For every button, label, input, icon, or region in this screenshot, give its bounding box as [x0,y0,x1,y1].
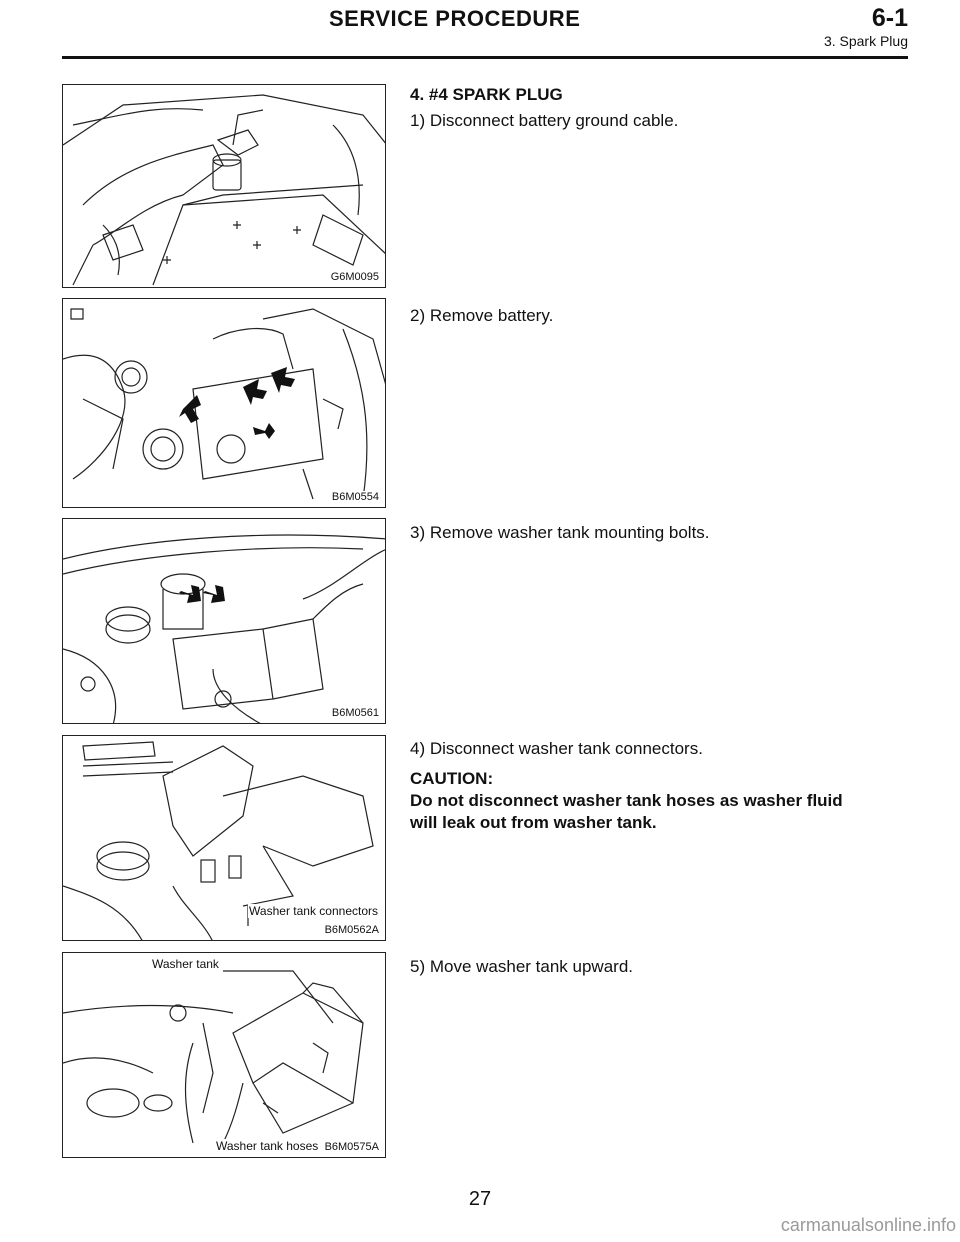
washer-tank-label: Washer tank [152,957,219,971]
section-number: 6-1 [871,4,908,32]
figure-code: B6M0561 [331,707,379,719]
figure-code: B6M0562A [324,924,379,936]
caution-line-1: Do not disconnect washer tank hoses as washer fluid [410,791,843,810]
figure-washer-tank-bolts [62,518,386,724]
figure-code: G6M0095 [330,271,379,283]
step-5-text: 5) Move washer tank upward. [410,957,633,976]
watermark: carmanualsonline.info [780,1215,956,1235]
figure-battery-ground-cable [62,84,386,288]
battery-removal-illustration [63,299,386,508]
step-3-text: 3) Remove washer tank mounting bolts. [410,523,710,542]
page-header [0,0,960,62]
header-title: SERVICE PROCEDURE [329,6,581,31]
washer-tank-bolts-illustration [63,519,386,724]
washer-tank-hoses-label: Washer tank hoses [216,1139,319,1153]
figure-move-washer-tank [62,952,386,1158]
step-1-text: 1) Disconnect battery ground cable. [410,111,679,130]
step-4-block [410,738,910,834]
washer-tank-connectors-label: Washer tank connectors [249,904,378,918]
step-4-text: 4) Disconnect washer tank connectors. [410,739,703,758]
step-2-block [410,305,910,327]
caution-line-2: will leak out from washer tank. [410,813,657,832]
step-1-block [410,84,910,132]
figure-code: B6M0554 [331,491,379,503]
step-3-block [410,522,910,544]
step-2-text: 2) Remove battery. [410,306,554,325]
header-rule [62,56,908,59]
battery-illustration [63,85,386,288]
figure-code: B6M0575A [324,1141,379,1153]
figure-remove-battery [62,298,386,508]
page-number: 27 [468,1188,492,1210]
figure-washer-tank-connectors [62,735,386,941]
washer-tank-upward-illustration [63,953,386,1158]
step-5-block [410,956,910,978]
subsection-title: 3. Spark Plug [823,33,908,49]
section-heading: 4. #4 SPARK PLUG [410,85,563,104]
caution-title: CAUTION: [410,769,494,788]
